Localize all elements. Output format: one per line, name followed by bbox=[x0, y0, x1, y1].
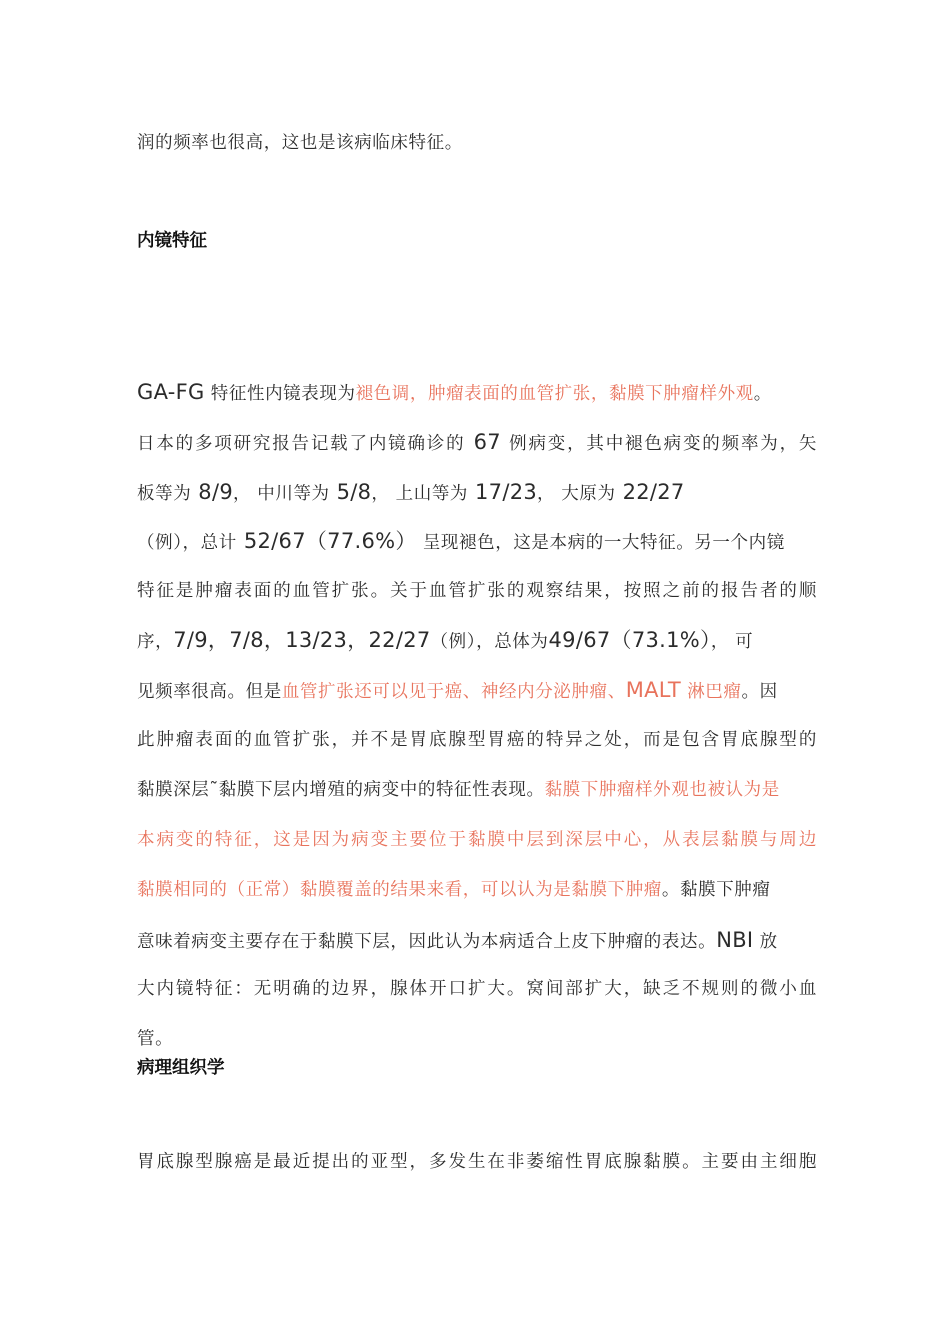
paragraph-line: 润的频率也很高，这也是该病临床特征。 bbox=[137, 133, 463, 153]
text-run: ， 中川等为 bbox=[233, 484, 330, 504]
paragraph-line bbox=[137, 878, 817, 902]
paragraph-line: 胃底腺型腺癌是最近提出的亚型，多发生在非萎缩性胃底腺黏膜。主要由主细胞 bbox=[137, 1152, 817, 1172]
text-run: ， 上山等为 bbox=[371, 484, 469, 504]
section-heading-pathology: 病理组织学 bbox=[137, 1058, 225, 1078]
paragraph-line: 管。 bbox=[137, 1029, 174, 1049]
paragraph-line: 特征是肿瘤表面的血管扩张。关于血管扩张的观察结果，按照之前的报告者的顺 bbox=[137, 581, 817, 601]
text-run: 板等为 bbox=[137, 484, 192, 504]
paragraph-line: 大内镜特征：无明确的边界，腺体开口扩大。窝间部扩大，缺乏不规则的微小血 bbox=[137, 979, 817, 999]
text-run: 日本的多项研究报告记载了内镜确诊的 bbox=[137, 434, 466, 454]
section-heading-endoscopy: 内镜特征 bbox=[137, 231, 207, 251]
text-run: 5/8 bbox=[329, 480, 372, 504]
text-run: 黏膜深层˜黏膜下层内增殖的病变中的特征性表现。 bbox=[137, 780, 545, 800]
text-run: 。 bbox=[753, 384, 772, 404]
text-run: 8/9 bbox=[191, 480, 233, 504]
paragraph-line bbox=[137, 928, 817, 954]
text-run: 22/27 bbox=[615, 480, 685, 504]
paragraph-line bbox=[137, 678, 817, 704]
text-run: 序， bbox=[137, 632, 174, 652]
text-run: 特征性内镜表现为 bbox=[204, 384, 356, 404]
text-run: 17/23 bbox=[468, 480, 538, 504]
text-run: NBI bbox=[716, 928, 754, 952]
text-run: ， 大原为 bbox=[537, 484, 616, 504]
paragraph-line: 本病变的特征，这是因为病变主要位于黏膜中层到深层中心，从表层黏膜与周边 bbox=[137, 830, 817, 850]
highlighted-text: MALT bbox=[625, 678, 682, 702]
text-run: ， 可 bbox=[710, 632, 754, 652]
text-run: 。黏膜下肿瘤 bbox=[661, 880, 771, 900]
text-run: （例），总计 bbox=[137, 533, 237, 553]
text-run: 7/9，7/8，13/23，22/27 bbox=[173, 628, 431, 652]
text-run: 意味着病变主要存在于黏膜下层，因此认为本病适合上皮下肿瘤的表达。 bbox=[137, 932, 717, 952]
text-run: （例），总体为 bbox=[430, 632, 549, 652]
text-run: 49/67（73.1%） bbox=[548, 628, 711, 652]
text-run: 见频率很高。但是 bbox=[137, 682, 282, 702]
paragraph-line bbox=[137, 778, 817, 802]
text-run: 呈现褪色，这是本病的一大特征。另一个内镜 bbox=[416, 533, 785, 553]
highlighted-text: 黏膜相同的（正常）黏膜覆盖的结果来看，可以认为是黏膜下肿瘤 bbox=[137, 880, 662, 900]
text-run: GA-FG bbox=[137, 380, 205, 404]
highlighted-text: 黏膜下肿瘤样外观也被认为是 bbox=[544, 780, 780, 800]
text-run: 。因 bbox=[741, 682, 778, 702]
paragraph-line bbox=[137, 380, 817, 406]
paragraph-line bbox=[137, 480, 817, 506]
highlighted-text: 褪色调，肿瘤表面的血管扩张，黏膜下肿瘤样外观 bbox=[355, 384, 754, 404]
text-run: 52/67（77.6%） bbox=[236, 529, 417, 553]
highlighted-text: 血管扩张还可以见于癌、神经内分泌肿瘤、 bbox=[281, 682, 626, 702]
paragraph-line bbox=[137, 628, 817, 654]
paragraph-line bbox=[137, 430, 817, 456]
highlighted-text: 淋巴瘤 bbox=[681, 682, 742, 702]
text-run: 67 bbox=[465, 430, 510, 454]
paragraph-line bbox=[137, 529, 817, 555]
text-run: 放 bbox=[753, 932, 778, 952]
text-run: 例病变，其中褪色病变的频率为，矢 bbox=[509, 434, 817, 454]
paragraph-line: 此肿瘤表面的血管扩张，并不是胃底腺型胃癌的特异之处，而是包含胃底腺型的 bbox=[137, 730, 817, 750]
